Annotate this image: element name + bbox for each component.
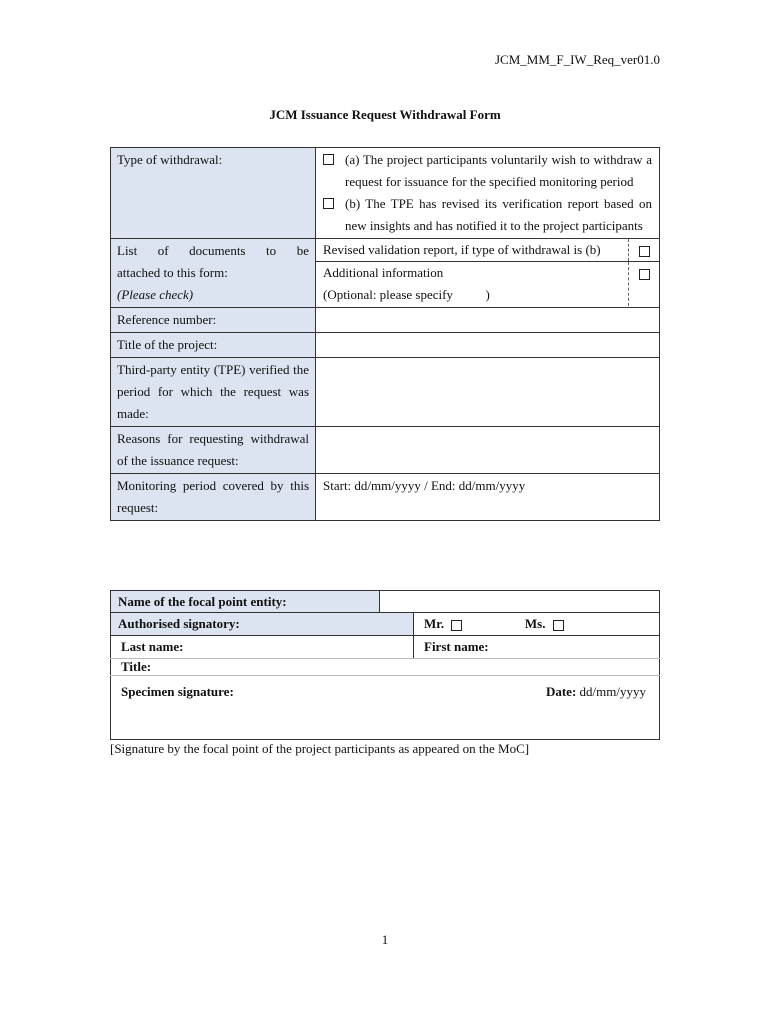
signature-cell[interactable]	[111, 676, 660, 740]
title-label[interactable]: Title:	[111, 659, 660, 676]
authorised-signatory-row	[111, 613, 660, 636]
option-a-checkbox[interactable]	[323, 154, 334, 165]
documents-label-line2: attached to this form:	[117, 265, 228, 280]
last-name-label[interactable]: Last name:	[111, 636, 414, 659]
project-title-field[interactable]	[316, 333, 660, 358]
name-row	[111, 636, 660, 659]
type-of-withdrawal-label: Type of withdrawal:	[111, 148, 316, 239]
option-b-checkbox[interactable]	[323, 198, 334, 209]
document-id: JCM_MM_F_IW_Req_ver01.0	[494, 52, 660, 67]
mr-label: Mr.	[424, 616, 445, 631]
documents-list	[316, 239, 660, 308]
salutation-cell	[414, 613, 660, 636]
document-additional-info-text	[316, 262, 629, 307]
documents-label-line1: List of documents to be	[117, 243, 309, 258]
option-b-text: (b) The TPE has revised its verification report based on new insights and has notified it to the project participants	[345, 196, 652, 233]
reasons-field[interactable]	[316, 427, 660, 474]
specimen-signature-label: Specimen signature:	[121, 684, 234, 699]
form-title: JCM Issuance Request Withdrawal Form	[269, 107, 501, 122]
focal-point-row	[111, 591, 660, 613]
tpe-label: Third-party entity (TPE) verified the period for which the request was made:	[111, 358, 316, 427]
documents-label	[111, 239, 316, 308]
page-number: 1	[381, 932, 389, 947]
focal-point-label: Name of the focal point entity:	[111, 591, 380, 613]
type-of-withdrawal-options	[316, 148, 660, 239]
document-validation-report-cell	[629, 239, 660, 262]
documents-subtable	[316, 239, 659, 306]
reference-number-field[interactable]	[316, 308, 660, 333]
signature-footnote: [Signature by the focal point of the project participants as appeared on the MoC]	[110, 741, 530, 756]
option-b	[323, 193, 652, 237]
ms-label: Ms.	[524, 616, 546, 631]
project-title-label: Title of the project:	[111, 333, 316, 358]
signatory-table	[110, 590, 660, 740]
option-a-text: (a) The project participants voluntarily wish to withdraw a request for issuance for the specified monitoring period	[345, 152, 652, 189]
reference-number-label: Reference number:	[111, 308, 316, 333]
document-additional-info-line1: Additional information	[323, 265, 444, 280]
monitoring-period-label: Monitoring period covered by this request:	[111, 474, 316, 521]
first-name-label[interactable]: First name:	[414, 636, 660, 659]
date-group	[546, 681, 649, 703]
tpe-field[interactable]	[316, 358, 660, 427]
tpe-row	[111, 358, 660, 427]
reasons-label: Reasons for requesting withdrawal of the issuance request:	[111, 427, 316, 474]
date-label: Date:	[545, 684, 577, 699]
mr-checkbox[interactable]	[451, 620, 462, 631]
document-validation-report-text: Revised validation report, if type of withdrawal is (b)	[316, 239, 629, 262]
document-additional-info-line2: (Optional: please specify )	[323, 287, 490, 302]
documents-label-line3: (Please check)	[117, 287, 194, 302]
title-row	[111, 659, 660, 676]
project-title-row	[111, 333, 660, 358]
monitoring-period-value[interactable]: Start: dd/mm/yyyy / End: dd/mm/yyyy	[316, 474, 660, 521]
document-validation-report-checkbox[interactable]	[639, 246, 650, 257]
document-additional-info-cell	[629, 262, 660, 307]
option-a	[323, 149, 652, 193]
reasons-row	[111, 427, 660, 474]
signature-row	[111, 676, 660, 740]
ms-checkbox[interactable]	[553, 620, 564, 631]
document-item-additional-info	[316, 262, 659, 307]
reference-number-row	[111, 308, 660, 333]
authorised-signatory-label: Authorised signatory:	[111, 613, 414, 636]
focal-point-field[interactable]	[380, 591, 660, 613]
withdrawal-details-table	[110, 147, 660, 521]
type-of-withdrawal-row	[111, 148, 660, 239]
date-value: dd/mm/yyyy	[579, 684, 646, 699]
document-item-validation-report	[316, 239, 659, 262]
monitoring-period-row	[111, 474, 660, 521]
document-additional-info-checkbox[interactable]	[639, 269, 650, 280]
documents-row	[111, 239, 660, 308]
